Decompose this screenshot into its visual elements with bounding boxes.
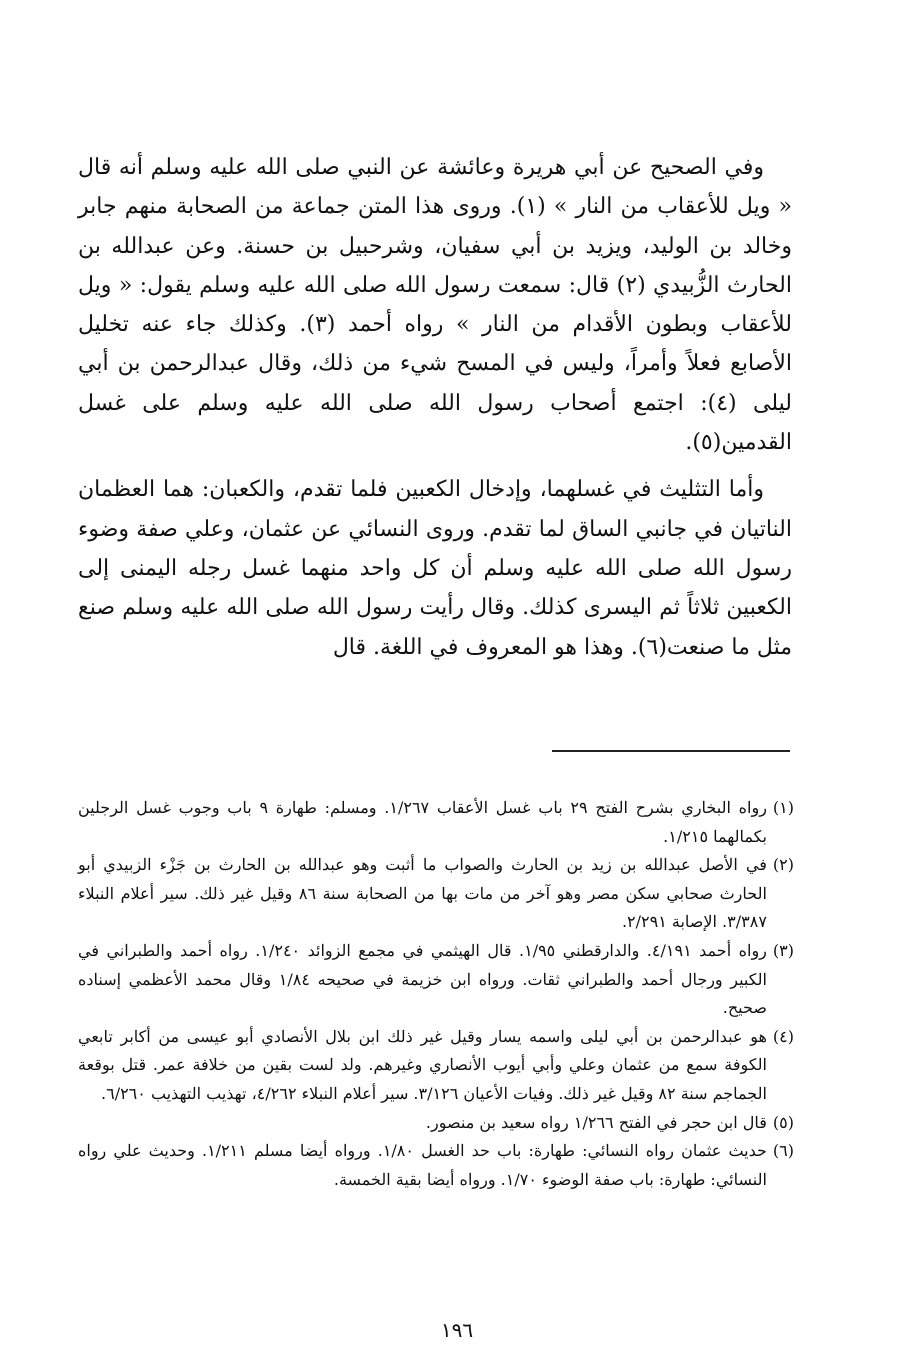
footnote-4 <box>78 1023 794 1109</box>
footnotes <box>78 794 794 1194</box>
footnote-3 <box>78 937 794 1023</box>
footnote-6 <box>78 1137 794 1194</box>
paragraph-2: وأما التثليث في غسلهما، وإدخال الكعبين فلما تقدم، والكعبان: هما العظمان الناتيان في جانبي الساق لما تقدم. وروى النسائي عن عثمان، وعلي صفة وضوء رسول الله صلى الله عليه وسلم أن كل واحد منهما غسل رجله اليمنى إلى الكعبين ثلاثاً ثم اليسرى كذلك. وقال رأيت رسول الله صلى الله عليه وسلم صنع مثل ما صنعت(٦). وهذا هو المعروف في اللغة. قال <box>78 477 792 660</box>
footnote-text: رواه البخاري بشرح الفتح ٢٩ باب غسل الأعقاب ١/٢٦٧. ومسلم: طهارة ٩ باب وجوب غسل الرجلين بكمالهما ١/٢١٥. <box>78 798 767 846</box>
main-text <box>78 148 792 667</box>
footnote-number: (٢) <box>772 855 794 875</box>
footnote-text: حديث عثمان رواه النسائي: طهارة: باب حد الغسل ١/٨٠. ورواه أيضا مسلم ١/٢١١. وحديث علي رواه النسائي: طهارة: باب صفة الوضوء ١/٧٠. ورواه أيضا بقية الخمسة. <box>78 1141 767 1189</box>
footnote-5 <box>78 1109 794 1138</box>
footnote-number: (٦) <box>772 1141 794 1161</box>
paragraph-1: وفي الصحيح عن أبي هريرة وعائشة عن النبي صلى الله عليه وسلم أنه قال « ويل للأعقاب من النار » (١). وروى هذا المتن جماعة من الصحابة منهم جابر وخالد بن الوليد، ويزيد بن أبي سفيان، وشرحبيل بن حسنة. وعن عبدالله بن الحارث الزُّبيدي (٢) قال: سمعت رسول الله صلى الله عليه وسلم يقول: « ويل للأعقاب وبطون الأقدام من النار » رواه أحمد (٣). وكذلك جاء عنه تخليل الأصابع فعلاً وأمراً، وليس في المسح شيء من ذلك، وقال عبدالرحمن بن أبي ليلى (٤): اجتمع أصحاب رسول الله صلى الله عليه وسلم على غسل القدمين(٥). <box>78 155 792 456</box>
footnote-text: هو عبدالرحمن بن أبي ليلى واسمه يسار وقيل غير ذلك ابن بلال الأنصادي أبو عيسى من أكابر تابعي الكوفة سمع من عثمان وعلي وأبي أيوب الأنصاري وغيرهم. ولد لست بقين من خلافة عمر. قتل بوقعة الجماجم سنة ٨٢ وقيل غير ذلك. وفيات الأعيان ٣/١٢٦. سير أعلام النبلاء ٤/٢٦٢، تهذيب التهذيب ٦/٢٦٠. <box>78 1026 767 1103</box>
footnote-number: (٣) <box>772 940 794 960</box>
footnote-separator <box>552 750 790 752</box>
footnote-number: (١) <box>772 798 794 817</box>
footnote-1 <box>78 794 794 851</box>
footnote-2 <box>78 851 794 937</box>
footnote-number: (٥) <box>772 1112 794 1132</box>
footnote-text: في الأصل عبدالله بن زيد بن الحارث والصواب ما أثبت وهو عبدالله بن الحارث بن جَزْء الزبيدي أبو الحارث صحابي سكن مصر وهو آخر من مات بها من الصحابة سنة ٨٦ وقيل غير ذلك. سير أعلام النبلاء ٣/٣٨٧. الإصابة ٢/٢٩١. <box>78 855 767 932</box>
page-number: ١٩٦ <box>440 1318 474 1342</box>
footnote-number: (٤) <box>772 1026 794 1046</box>
footnote-text: رواه أحمد ٤/١٩١. والدارقطني ١/٩٥. قال الهيثمي في مجمع الزوائد ١/٢٤٠. رواه أحمد والطبراني في الكبير ورجال أحمد والطبراني ثقات. ورواه ابن خزيمة في صحيحه ١/٨٤ وقال محمد الأعظمي إسناده صحيح. <box>78 940 767 1018</box>
footnote-text: قال ابن حجر في الفتح ١/٢٦٦ رواه سعيد بن منصور. <box>425 1112 767 1132</box>
